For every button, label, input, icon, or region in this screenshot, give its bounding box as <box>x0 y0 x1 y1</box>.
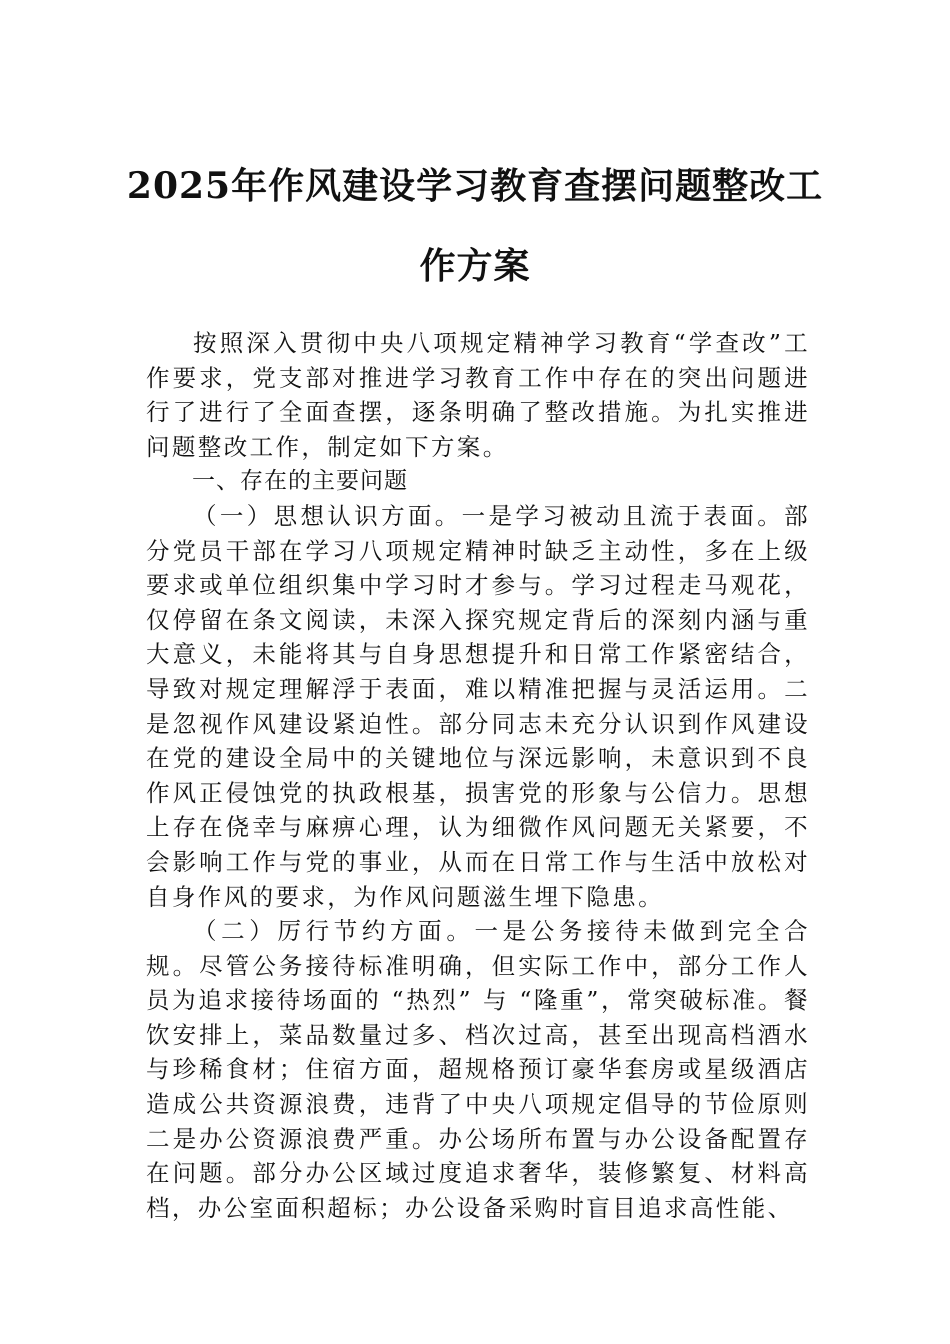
document-title-line-1: 2025年作风建设学习教育查摆问题整改工 <box>126 165 824 207</box>
paragraph-frugality: （二）厉行节约方面。一是公务接待未做到完全合规。尽管公务接待标准明确，但实际工作中，部分工作人员为追求接待场面的 “热烈” 与 “隆重”，常突破标准。餐饮安排上，菜品数量过多、档次过高，甚至出现高档酒水与珍稀食材；住宿方面，超规格预订豪华套房或星级酒店造成公共资源浪费，违背了中央八项规定倡导的节俭原则二是办公资源浪费严重。办公场所布置与办公设备配置存在问题。部分办公区域过度追求奢华，装修繁复、材料高档，办公室面积超标；办公设备采购时盲目追求高性能、 <box>146 917 810 1222</box>
document-body <box>146 326 810 1225</box>
intro-paragraph: 按照深入贯彻中央八项规定精神学习教育“学查改”工作要求，党支部对推进学习教育工作中存在的突出问题进行了进行了全面查摆，逐条明确了整改措施。为扎实推进问题整改工作，制定如下方案。 <box>146 329 810 461</box>
document-title-line-2: 作方案 <box>419 245 531 287</box>
paragraph-ideological-awareness: （一）思想认识方面。一是学习被动且流于表面。部分党员干部在学习八项规定精神时缺乏主动性，多在上级要求或单位组织集中学习时才参与。学习过程走马观花，仅停留在条文阅读，未深入探究规定背后的深刻内涵与重大意义，未能将其与自身思想提升和日常工作紧密结合，导致对规定理解浮于表面，难以精准把握与灵活运用。二是忽视作风建设紧迫性。部分同志未充分认识到作风建设在党的建设全局中的关键地位与深远影响，未意识到不良作风正侵蚀党的执政根基，损害党的形象与公信力。思想上存在侥幸与麻痹心理，认为细微作风问题无关紧要，不会影响工作与党的事业，从而在日常工作与生活中放松对自身作风的要求，为作风问题滋生埋下隐患。 <box>146 501 810 911</box>
document-title <box>120 146 830 306</box>
section-heading-main-problems: 一、存在的主要问题 <box>192 468 408 495</box>
